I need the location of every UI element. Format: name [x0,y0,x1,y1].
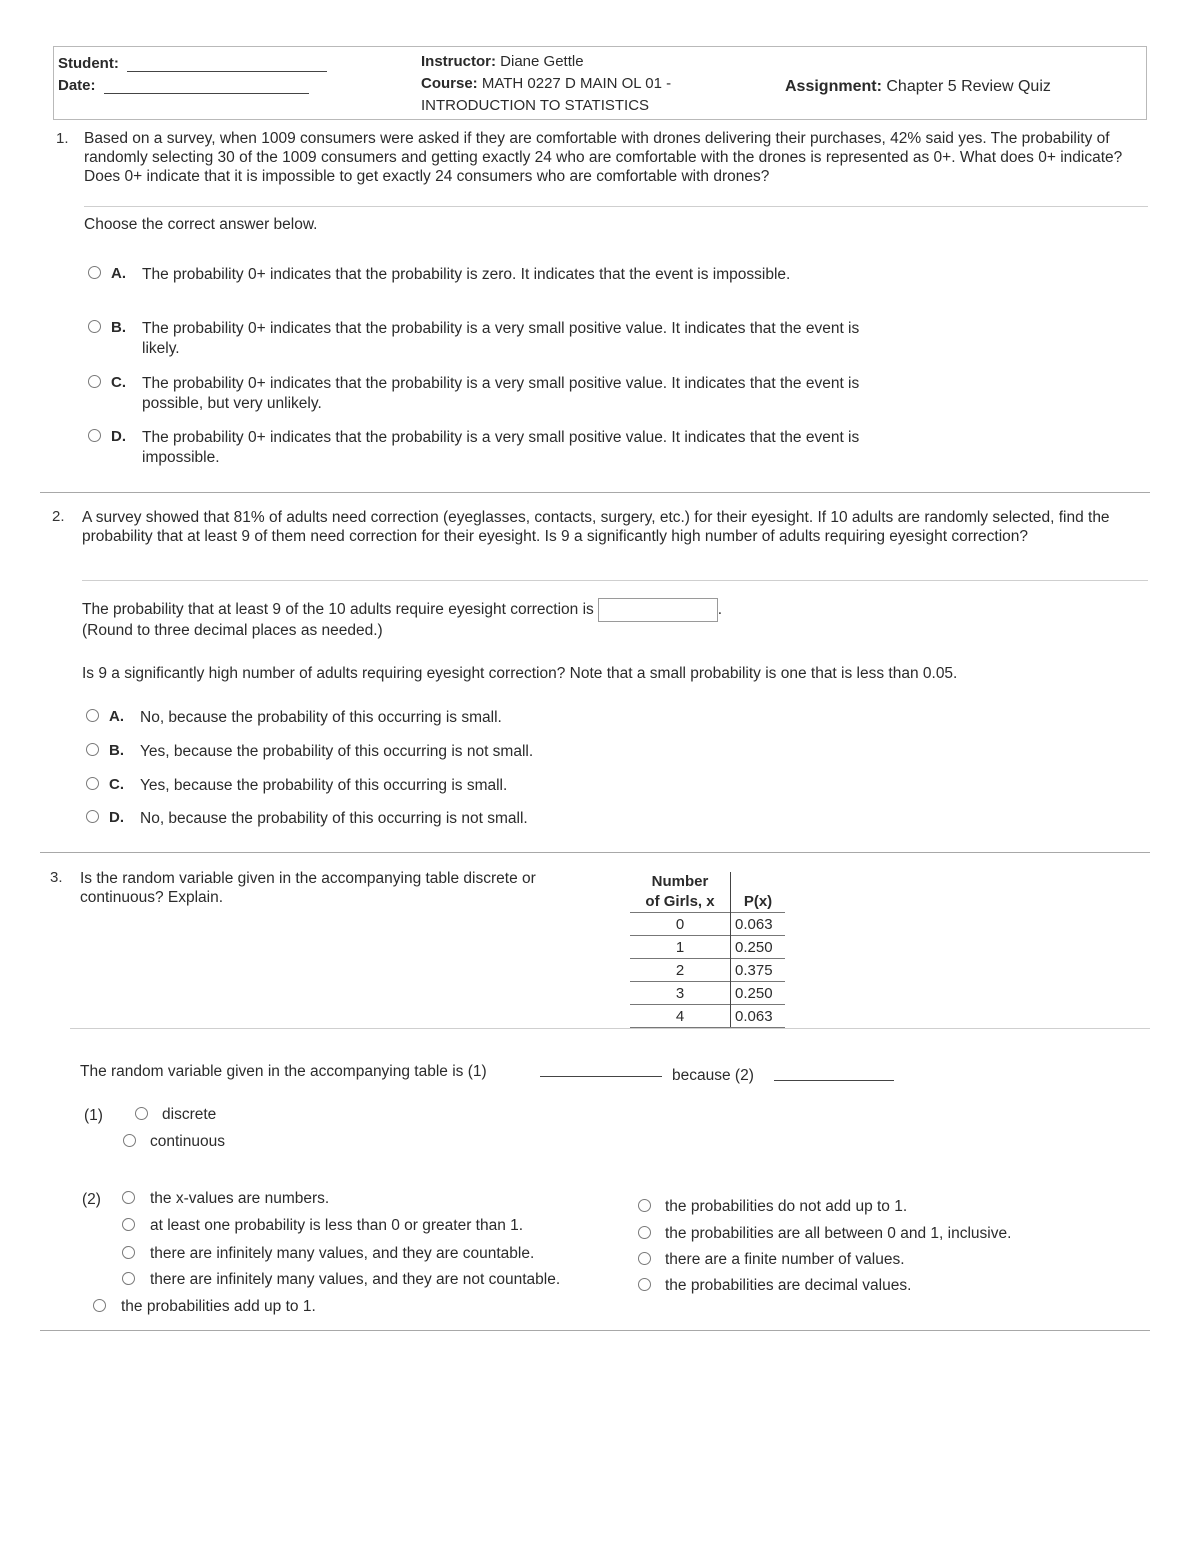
q3-reason-left-5-text: the probabilities add up to 1. [121,1298,316,1315]
table-cell-x: 3 [630,982,731,1005]
table-row [630,913,785,936]
q3-discrete-radio[interactable] [135,1107,148,1120]
q3-reason-right-1-radio[interactable] [638,1199,651,1212]
table-row [630,1005,785,1028]
student-blank [127,59,327,72]
assignment-label: Assignment: [785,78,882,95]
instructor-name: Diane Gettle [500,53,584,70]
table-header-x-line1: Number [651,873,709,890]
q3-statement-because: because (2) [672,1067,754,1084]
course-info [421,51,671,117]
q3-reason-left-1-text: the x-values are numbers. [150,1190,330,1207]
q1-option-c-text: The probability 0+ indicates that the probability is a very small positive value. It indicates that the event is possible, but very unlikely. [142,375,860,412]
q1-option-c-letter: C. [111,374,126,391]
q2-round-note: (Round to three decimal places as needed.) [82,622,383,639]
q3-reason-left-3-radio[interactable] [122,1246,135,1259]
table-cell-p: 0.250 [731,982,786,1005]
q3-reason-left-2-radio[interactable] [122,1218,135,1231]
q2-option-b-letter: B. [109,742,124,759]
date-label: Date: [58,77,96,94]
table-row [630,959,785,982]
table-cell-x: 4 [630,1005,731,1028]
assignment-info [785,78,1051,96]
q3-reason-right-4-radio[interactable] [638,1278,651,1291]
student-label: Student: [58,55,119,72]
q1-option-a-radio[interactable] [88,266,101,279]
q3-reason-left-4-radio[interactable] [122,1272,135,1285]
q3-part2-label: (2) [82,1191,101,1208]
course-name: MATH 0227 D MAIN OL 01 - [481,75,672,92]
q1-divider [84,206,1148,207]
q2-option-b-text: Yes, because the probability of this occurring is not small. [140,743,534,760]
q3-reason-left-1-radio[interactable] [122,1191,135,1204]
q2-option-d-letter: D. [109,809,124,826]
q2-option-c-text: Yes, because the probability of this occurring is small. [140,777,508,794]
q2-number: 2. [52,508,65,525]
q2-question2: Is 9 a significantly high number of adults requiring eyesight correction? Note that a small probability is one that is less than 0.05. [82,665,958,682]
q2-option-c-letter: C. [109,776,124,793]
q1-option-a-letter: A. [111,265,126,282]
q3-statement-start: The random variable given in the accompanying table is (1) [80,1063,487,1080]
q2-option-d-radio[interactable] [86,810,99,823]
header-box [53,46,1147,120]
q3-divider [70,1028,1150,1029]
q1-instruction: Choose the correct answer below. [84,216,318,233]
date-field [58,77,309,94]
q1-option-d-radio[interactable] [88,429,101,442]
page-bottom-divider [40,1330,1150,1331]
q3-reason-left-2-text: at least one probability is less than 0 or greater than 1. [150,1217,524,1234]
q3-reason-right-2-text: the probabilities are all between 0 and 1, inclusive. [665,1225,1012,1242]
q2-option-c-radio[interactable] [86,777,99,790]
q3-reason-right-2-radio[interactable] [638,1226,651,1239]
q1-option-d-letter: D. [111,428,126,445]
q3-reason-right-1-text: the probabilities do not add up to 1. [665,1198,908,1215]
table-cell-p: 0.063 [731,913,786,936]
q2-text: A survey showed that 81% of adults need correction (eyeglasses, contacts, surgery, etc.) for their eyesight. If 10 adults are randomly selected, find the probability that at least 9 of them need correction for their eyesight. Is 9 a significantly high number of adults requiring eyesight correction? [82,509,1110,545]
q1-option-b-letter: B. [111,319,126,336]
q1-option-b-text: The probability 0+ indicates that the probability is a very small positive value. It indicates that the event is likely. [142,320,860,357]
q3-reason-left-4-text: there are infinitely many values, and they are not countable. [150,1271,561,1288]
table-cell-p: 0.063 [731,1005,786,1028]
q3-reason-right-4-text: the probabilities are decimal values. [665,1277,912,1294]
date-blank [104,81,309,94]
table-cell-x: 0 [630,913,731,936]
q3-part1-label: (1) [84,1107,103,1124]
q3-blank-1[interactable] [540,1064,662,1077]
probability-table [630,872,785,1028]
q3-continuous-radio[interactable] [123,1134,136,1147]
q3-text: Is the random variable given in the accompanying table discrete or continuous? Explain. [80,870,536,906]
q1-text: Based on a survey, when 1009 consumers were asked if they are comfortable with drones delivering their purchases, 42% said yes. The probability of randomly selecting 30 of the 1009 consumers and getting exactly 24 who are comfortable with the drones is represented as 0+. What does 0+ indicate? Does 0+ indicate that it is impossible to get exactly 24 consumers who are comfortable with drones? [84,130,1123,185]
q2-prompt: The probability that at least 9 of the 10 adults require eyesight correction is [82,601,594,619]
q3-continuous-text: continuous [150,1133,225,1150]
q2-option-a-text: No, because the probability of this occurring is small. [140,709,502,726]
q3-reason-right-3-text: there are a finite number of values. [665,1251,905,1268]
q1-option-b-radio[interactable] [88,320,101,333]
q3-blank-2[interactable] [774,1068,894,1081]
q1-option-c-radio[interactable] [88,375,101,388]
q2-option-d-text: No, because the probability of this occurring is not small. [140,810,528,827]
student-field [58,55,327,72]
q3-number: 3. [50,869,63,886]
table-cell-p: 0.250 [731,936,786,959]
q1-option-a-text: The probability 0+ indicates that the probability is zero. It indicates that the event is impossible. [142,266,791,283]
table-row [630,936,785,959]
q2-option-a-letter: A. [109,708,124,725]
q2-option-b-radio[interactable] [86,743,99,756]
q1-q2-divider [40,492,1150,493]
q3-discrete-text: discrete [162,1106,217,1123]
table-header-row [630,872,785,913]
q3-reason-left-3-text: there are infinitely many values, and they are countable. [150,1245,535,1262]
q1-number: 1. [56,130,69,147]
q2-q3-divider [40,852,1150,853]
q2-prompt-end: . [717,601,723,619]
table-cell-x: 1 [630,936,731,959]
q2-divider [82,580,1148,581]
instructor-label: Instructor: [421,53,496,70]
q2-option-a-radio[interactable] [86,709,99,722]
q2-prompt-row [82,598,722,622]
table-cell-x: 2 [630,959,731,982]
q2-answer-input[interactable] [598,598,718,622]
table-cell-p: 0.375 [731,959,786,982]
table-row [630,982,785,1005]
assignment-name: Chapter 5 Review Quiz [886,78,1051,95]
table-header-p: P(x) [743,893,773,910]
table-header-x-line2: of Girls, x [645,893,715,910]
q3-reason-right-3-radio[interactable] [638,1252,651,1265]
course-label: Course: [421,75,478,92]
table-header-x [630,872,731,913]
course-subtitle: INTRODUCTION TO STATISTICS [421,97,650,114]
q3-reason-left-5-radio[interactable] [93,1299,106,1312]
q1-option-d-text: The probability 0+ indicates that the probability is a very small positive value. It indicates that the event is impossible. [142,429,860,466]
